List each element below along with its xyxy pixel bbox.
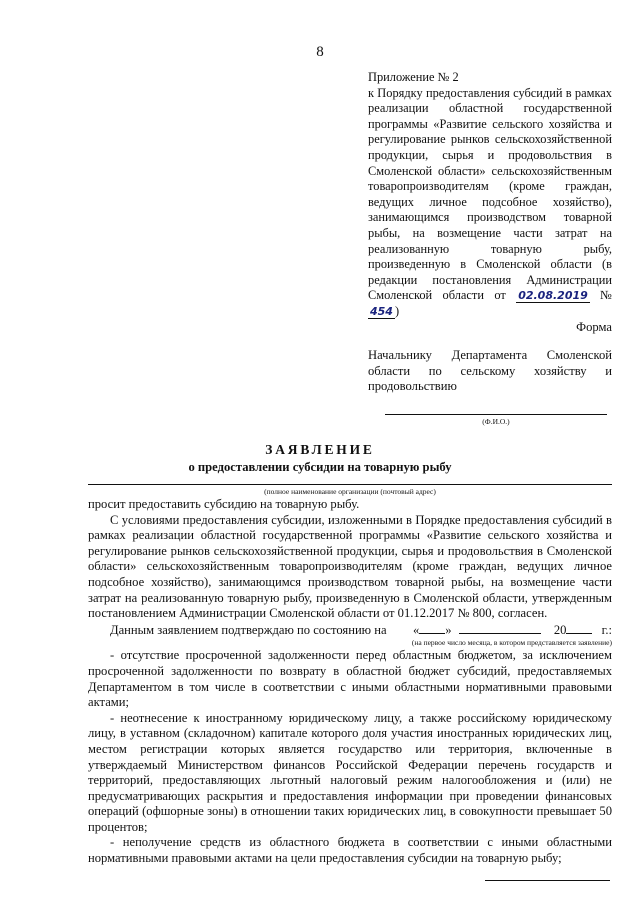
number-sign: № — [600, 288, 612, 303]
year-prefix: 20 — [553, 622, 567, 637]
document-title: ЗАЯВЛЕНИЕ — [265, 442, 375, 457]
handwritten-number: 454 — [370, 304, 393, 318]
list-item-foreign: - неотнесение к иностранному юридическому лицу, а также российскому юридическому лицу, в уставном (складочном) капитале которого доля участия иностранных юридических лиц, местом регистрации которых является государство или территория, включенные в утверждаемый Министерством финансов Российской Федерации перечень государств и территорий, предоставляющих льготный налоговый режим налогообложения и (или) не предусматривающих раскрытия и предоставления информации при проведении финансовых операций (офшорные зоны) в отношении таких юридических лиц, в совокупности превышает 50 процентов; — [88, 710, 612, 834]
fio-caption: (Ф.И.О.) — [482, 417, 510, 426]
date-caption: (на первое число месяца, в котором представляется заявление) — [411, 638, 612, 648]
page-number: 8 — [316, 44, 324, 60]
request-text: просит предоставить субсидию на товарную рыбу. — [88, 497, 360, 511]
handwritten-date: 02.08.2019 — [518, 289, 588, 303]
day-blank — [419, 622, 445, 634]
confirmation-prefix: Данным заявлением подтверждаю по состоянию на — [110, 622, 387, 637]
month-blank — [459, 622, 541, 634]
form-label: Форма — [576, 320, 612, 334]
appendix-block — [368, 70, 612, 320]
document-subtitle: о предоставлении субсидии на товарную рыбу — [188, 460, 452, 474]
addressee: Начальнику Департамента Смоленской области по сельскому хозяйству и продовольствию — [368, 348, 612, 394]
closing-paren: ) — [394, 303, 400, 318]
list-item-debt: - отсутствие просроченной задолженности перед областным бюджетом, за исключением просроченной задолженности по возврату в областной бюджет субсидий, предоставляемых Департаментом в том числе в соответствии с иными областными нормативными правовыми актами; — [88, 648, 612, 710]
organization-name-line — [88, 484, 612, 485]
year-suffix: г.: — [601, 622, 612, 637]
fio-signature-line — [385, 414, 607, 415]
quote-open: « — [412, 622, 420, 637]
appendix-text: к Порядку предоставления субсидий в рамках реализации областной государственной программы «Развитие сельского хозяйства и регулирование рынков сельскохозяйственной продукции, сырья и продовольствия в Смоленской области» сельскохозяйственным товаропроизводителям (кроме граждан, ведущих личное подсобное хозяйство), занимающимся производством товарной рыбы, на возмещение части затрат на реализованную товарную рыбу, произведенную в Смоленской области (в редакции постановления Администрации Смоленской области от — [368, 85, 612, 303]
list-item-funds: - неполучение средств из областного бюджета в соответствии с иными областными нормативными правовыми актами на цели предоставления субсидии на товарную рыбу; — [88, 835, 612, 866]
quote-close: » — [445, 622, 452, 637]
appendix-text-block — [368, 86, 612, 320]
confirmation-date-line — [88, 622, 612, 639]
application-body — [88, 497, 612, 867]
conditions-paragraph: С условиями предоставления субсидии, изложенными в Порядке предоставления субсидий в рамках реализации областной государственной программы «Развитие сельского хозяйства и регулирование рынков сельскохозяйственной продукции, сырья и продовольствия в Смоленской области» сельскохозяйственным товаропроизводителям (кроме граждан, ведущих личное подсобное хозяйство), занимающимся производством товарной рыбы, на возмещение части затрат на реализованную товарную рыбу, произведенную в Смоленской области, утвержденным постановлением Администрации Смоленской области от 01.12.2017 № 800, согласен. — [88, 512, 612, 621]
bottom-separator — [485, 880, 610, 881]
year-blank — [566, 622, 592, 634]
date-fields — [413, 622, 612, 639]
appendix-heading: Приложение № 2 — [368, 70, 459, 84]
organization-caption: (полное наименование организации (почтовый адрес) — [264, 487, 436, 496]
